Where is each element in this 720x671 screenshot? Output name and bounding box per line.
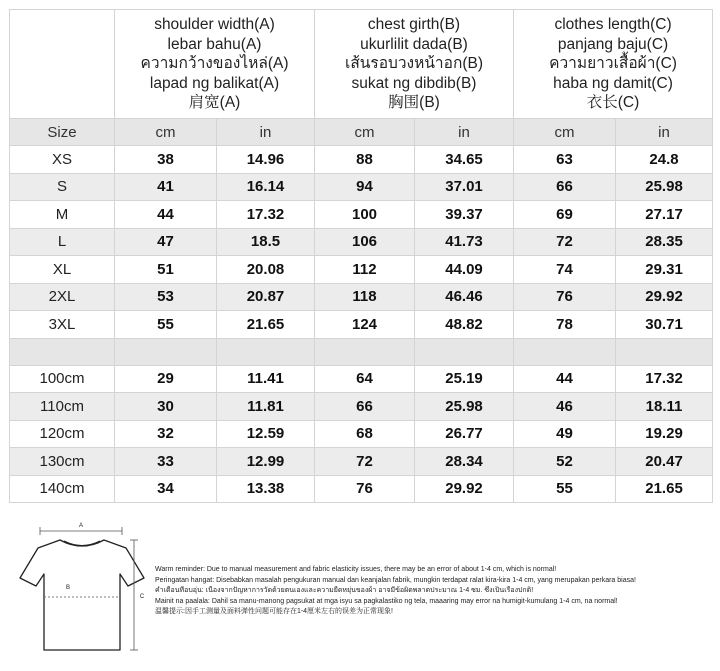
table-row — [10, 420, 713, 448]
unit-cm-header: cm — [115, 119, 217, 146]
header-text: 衣长(C) — [586, 94, 640, 112]
measurement-cell: 41.73 — [415, 228, 514, 256]
size-label-cell: XL — [10, 256, 115, 284]
measurement-cell: 21.65 — [616, 475, 713, 503]
measurement-cell: 100 — [315, 201, 415, 229]
unit-row — [10, 119, 713, 146]
header-text: 胸围(B) — [388, 94, 440, 112]
unit-cm-header: cm — [315, 119, 415, 146]
header-text: ความยาวเสื้อผ้า(C) — [549, 55, 677, 73]
table-row — [10, 256, 713, 284]
size-label-cell: 3XL — [10, 311, 115, 339]
separator-cell — [514, 338, 616, 365]
measurement-cell: 69 — [514, 201, 616, 229]
measurement-cell: 17.32 — [616, 365, 713, 393]
separator-cell — [10, 338, 115, 365]
measurement-cell: 16.14 — [217, 173, 315, 201]
note-line: Peringatan hangat: Disebabkan masalah pengukuran manual dan keanjalan fabrik, mungkin terdapat ralat kira-kira 1-4 cm, yang merupakan perkara biasa! — [155, 576, 636, 584]
label-c: C — [139, 594, 145, 600]
measurement-cell: 19.29 — [616, 420, 713, 448]
measurement-cell: 32 — [115, 420, 217, 448]
measurement-cell: 29.92 — [616, 283, 713, 311]
header-text: shoulder width(A) — [154, 16, 275, 34]
measurement-cell: 12.99 — [217, 448, 315, 476]
measurement-cell: 46.46 — [415, 283, 514, 311]
measurement-cell: 12.59 — [217, 420, 315, 448]
header-text: lapad ng balikat(A) — [149, 74, 280, 92]
table-row — [10, 393, 713, 421]
separator-row — [10, 338, 713, 365]
measurement-cell: 55 — [115, 311, 217, 339]
measurement-cell: 48.82 — [415, 311, 514, 339]
table-row — [10, 475, 713, 503]
header-text: 肩宽(A) — [188, 94, 241, 112]
measurement-cell: 66 — [315, 393, 415, 421]
header-text: chest girth(B) — [367, 16, 461, 34]
measurement-cell: 33 — [115, 448, 217, 476]
measurement-cell: 66 — [514, 173, 616, 201]
size-label-cell: S — [10, 173, 115, 201]
measurement-cell: 20.08 — [217, 256, 315, 284]
header-row — [10, 10, 713, 119]
measurement-cell: 17.32 — [217, 201, 315, 229]
measurement-cell: 28.35 — [616, 228, 713, 256]
table-row — [10, 173, 713, 201]
measurement-cell: 41 — [115, 173, 217, 201]
size-chart-table — [9, 9, 713, 503]
header-text: panjang baju(C) — [557, 35, 669, 53]
table-row — [10, 283, 713, 311]
measurement-cell: 20.47 — [616, 448, 713, 476]
measurement-cell: 44 — [115, 201, 217, 229]
tshirt-outline-icon — [20, 540, 144, 650]
table-row — [10, 228, 713, 256]
header-text: เส้นรอบวงหน้าอก(B) — [345, 55, 483, 73]
measurement-cell: 34 — [115, 475, 217, 503]
header-text: lebar bahu(A) — [167, 35, 262, 53]
measurement-cell: 18.5 — [217, 228, 315, 256]
header-text: haba ng damit(C) — [553, 74, 673, 92]
measurement-cell: 21.65 — [217, 311, 315, 339]
header-blank-cell — [10, 10, 115, 119]
note-line: 温馨提示:因手工测量及面料弹性问题可能存在1-4厘米左右的误差为正常现象! — [155, 608, 394, 615]
measurement-cell: 78 — [514, 311, 616, 339]
measurement-cell: 37.01 — [415, 173, 514, 201]
size-label-cell: 2XL — [10, 283, 115, 311]
header-clothes-length — [514, 10, 713, 119]
measurement-cell: 13.38 — [217, 475, 315, 503]
size-label-cell: 120cm — [10, 420, 115, 448]
measurement-cell: 55 — [514, 475, 616, 503]
unit-cm-header: cm — [514, 119, 616, 146]
measurement-cell: 25.98 — [415, 393, 514, 421]
measurement-cell: 76 — [315, 475, 415, 503]
measurement-cell: 88 — [315, 146, 415, 174]
measurement-cell: 29.31 — [616, 256, 713, 284]
measurement-cell: 76 — [514, 283, 616, 311]
size-label-cell: XS — [10, 146, 115, 174]
measurement-cell: 106 — [315, 228, 415, 256]
size-label-cell: 130cm — [10, 448, 115, 476]
measurement-cell: 94 — [315, 173, 415, 201]
note-line: Mainit na paalala: Dahil sa manu-manong pagsukat at mga isyu sa pagkalastiko ng tela, maaaring may error na humigit-kumulang 1-4 cm, na normal! — [155, 597, 618, 605]
table-row — [10, 365, 713, 393]
separator-cell — [616, 338, 713, 365]
measurement-cell: 25.98 — [616, 173, 713, 201]
measurement-cell: 29.92 — [415, 475, 514, 503]
size-label-cell: 110cm — [10, 393, 115, 421]
measurement-cell: 64 — [315, 365, 415, 393]
label-b: B — [65, 585, 71, 591]
measurement-cell: 74 — [514, 256, 616, 284]
header-text: ความกว้างของไหล่(A) — [140, 55, 289, 73]
table-row — [10, 448, 713, 476]
measurement-cell: 46 — [514, 393, 616, 421]
label-a: A — [78, 523, 84, 529]
size-column-header: Size — [10, 119, 115, 146]
measurement-cell: 118 — [315, 283, 415, 311]
measurement-cell: 38 — [115, 146, 217, 174]
separator-cell — [217, 338, 315, 365]
separator-cell — [415, 338, 514, 365]
note-line: Warm reminder: Due to manual measurement and fabric elasticity issues, there may be an error of about 1-4 cm, which is normal! — [155, 566, 557, 573]
header-text: sukat ng dibdib(B) — [351, 74, 477, 92]
measurement-cell: 20.87 — [217, 283, 315, 311]
separator-cell — [115, 338, 217, 365]
measurement-cell: 72 — [315, 448, 415, 476]
unit-in-header: in — [217, 119, 315, 146]
measurement-cell: 30 — [115, 393, 217, 421]
header-text: ukurlilit dada(B) — [360, 35, 468, 53]
measurement-cell: 29 — [115, 365, 217, 393]
table-row — [10, 311, 713, 339]
measurement-cell: 14.96 — [217, 146, 315, 174]
table-row — [10, 146, 713, 174]
measurement-cell: 39.37 — [415, 201, 514, 229]
note-line: คำเตือนที่อบอุ่น: เนื่องจากปัญหาการวัดด้วยตนเองและความยืดหยุ่นของผ้า อาจมีข้อผิดพลาดประมาณ 1-4 ซม. ซึ่งเป็นเรื่องปกติ! — [155, 587, 534, 594]
measurement-cell: 124 — [315, 311, 415, 339]
tshirt-diagram — [10, 518, 150, 658]
measurement-cell: 68 — [315, 420, 415, 448]
size-label-cell: L — [10, 228, 115, 256]
measurement-cell: 49 — [514, 420, 616, 448]
measurement-cell: 72 — [514, 228, 616, 256]
measurement-cell: 11.81 — [217, 393, 315, 421]
header-shoulder-width — [115, 10, 315, 119]
size-label-cell: 140cm — [10, 475, 115, 503]
table-row — [10, 201, 713, 229]
measurement-cell: 26.77 — [415, 420, 514, 448]
measurement-cell: 28.34 — [415, 448, 514, 476]
measurement-cell: 51 — [115, 256, 217, 284]
measurement-cell: 44.09 — [415, 256, 514, 284]
measurement-cell: 30.71 — [616, 311, 713, 339]
warm-reminder-notes — [155, 565, 720, 618]
measurement-cell: 24.8 — [616, 146, 713, 174]
unit-in-header: in — [415, 119, 514, 146]
measurement-cell: 112 — [315, 256, 415, 284]
measurement-cell: 47 — [115, 228, 217, 256]
measurement-cell: 27.17 — [616, 201, 713, 229]
measurement-cell: 53 — [115, 283, 217, 311]
measurement-cell: 63 — [514, 146, 616, 174]
measurement-cell: 11.41 — [217, 365, 315, 393]
header-chest-girth — [315, 10, 514, 119]
measurement-cell: 18.11 — [616, 393, 713, 421]
size-label-cell: M — [10, 201, 115, 229]
measurement-cell: 25.19 — [415, 365, 514, 393]
header-text: clothes length(C) — [554, 16, 672, 34]
measurement-cell: 44 — [514, 365, 616, 393]
separator-cell — [315, 338, 415, 365]
size-label-cell: 100cm — [10, 365, 115, 393]
unit-in-header: in — [616, 119, 713, 146]
measurement-cell: 34.65 — [415, 146, 514, 174]
measurement-cell: 52 — [514, 448, 616, 476]
